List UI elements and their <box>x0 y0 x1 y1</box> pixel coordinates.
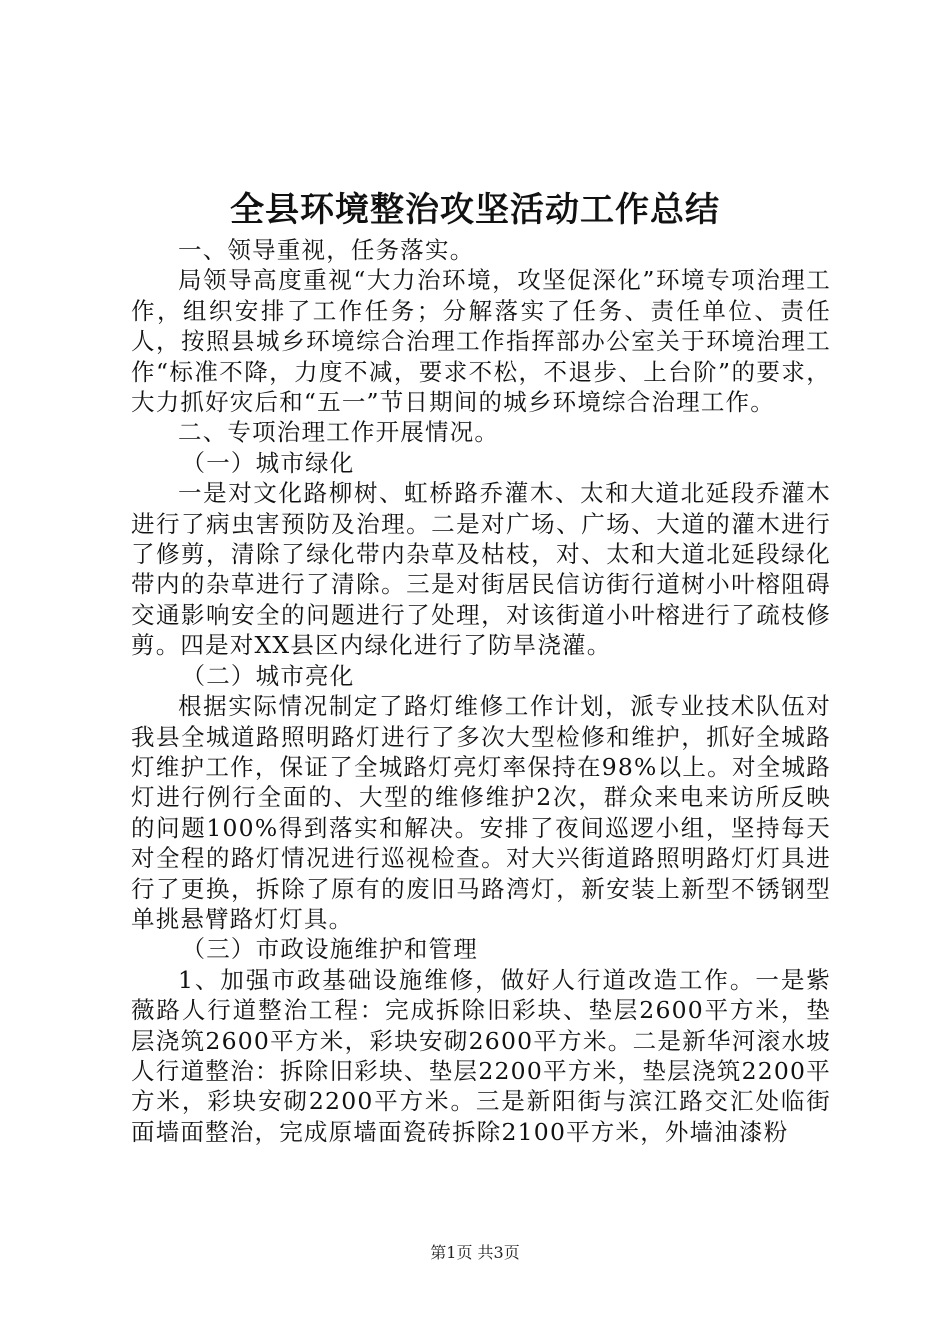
subsection-heading-municipal: （三）市政设施维护和管理 <box>181 935 478 964</box>
section-heading-2: 二、专项治理工作开展情况。 <box>178 418 500 447</box>
body-paragraph: 局领导高度重视“大力治环境，攻坚促深化”环境专项治理工作，组织安排了工作任务；分解落实了任务、责任单位、责任人，按照县城乡环境综合治理工作指挥部办公室关于环境治理工作“标准不降，力度不减，要求不松，不退步、上台阶”的要求，大力抓好灾后和“五一”节日期间的城乡环境综合治理工作。 <box>131 266 831 417</box>
document-title: 全县环境整治攻坚活动工作总结 <box>230 190 720 230</box>
body-paragraph: 1、加强市政基础设施维修，做好人行道改造工作。一是紫薇路人行道整治工程：完成拆除旧彩块、垫层2600平方米，垫层浇筑2600平方米，彩块安砌2600平方米。二是新华河滚水坡人行道整治：拆除旧彩块、垫层2200平方米，垫层浇筑2200平方米，彩块安砌2200平方米。三是新阳街与滨江路交汇处临街面墙面整治，完成原墙面瓷砖拆除2100平方米，外墙油漆粉 <box>131 965 831 1146</box>
page-footer: 第1页 共3页 <box>430 1243 520 1262</box>
body-paragraph: 根据实际情况制定了路灯维修工作计划，派专业技术队伍对我县全城道路照明路灯进行了多次大型检修和维护，抓好全城路灯维护工作，保证了全城路灯亮灯率保持在98%以上。对全城路灯进行例行全面的、大型的维修维护2次，群众来电来访所反映的问题100%得到落实和解决。安排了夜间巡逻小组，坚持每天对全程的路灯情况进行巡视检查。对大兴街道路照明路灯灯具进行了更换，拆除了原有的废旧马路湾灯，新安装上新型不锈钢型单挑悬臂路灯灯具。 <box>131 692 831 933</box>
document-body <box>131 235 831 1147</box>
subsection-heading-lighting: （二）城市亮化 <box>181 661 355 690</box>
subsection-heading-greening: （一）城市绿化 <box>181 448 355 477</box>
section-heading-1: 一、领导重视，任务落实。 <box>178 236 475 264</box>
body-paragraph: 一是对文化路柳树、虹桥路乔灌木、太和大道北延段乔灌木进行了病虫害预防及治理。二是对广场、广场、大道的灌木进行了修剪，清除了绿化带内杂草及枯枝，对、太和大道北延段绿化带内的杂草进行了清除。三是对街居民信访街行道树小叶榕阻碍交通影响安全的问题进行了处理，对该街道小叶榕进行了疏枝修剪。四是对XX县区内绿化进行了防旱浇灌。 <box>131 479 831 660</box>
